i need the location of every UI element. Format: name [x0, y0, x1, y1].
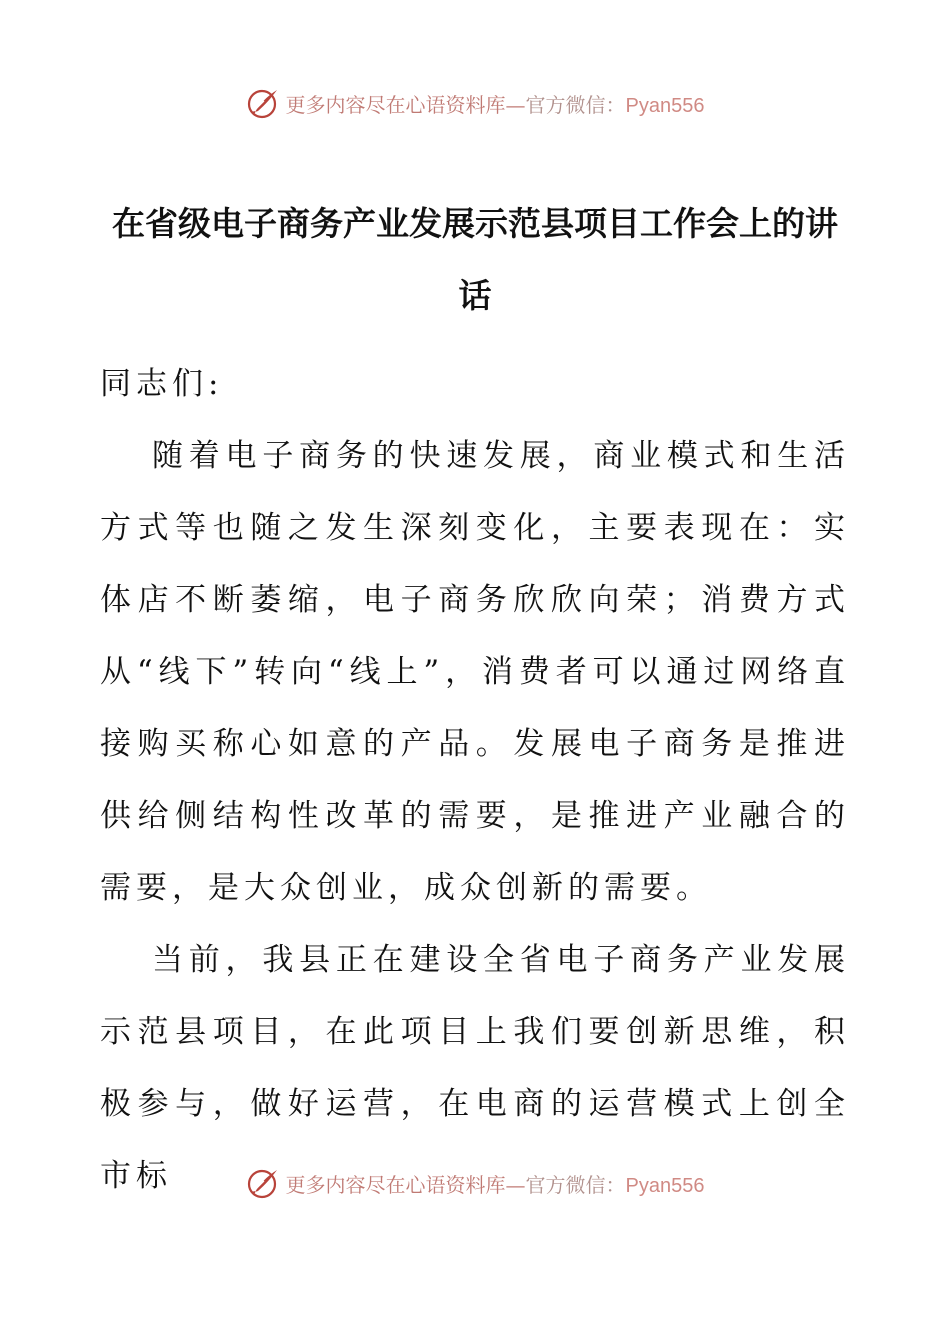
watermark-wechat-id: Pyan556 [625, 1174, 705, 1197]
watermark-header [0, 83, 950, 123]
watermark-dash: — [505, 92, 526, 117]
watermark-site: 更多内容尽在心语资料库 [285, 1172, 506, 1197]
quill-logo-icon [246, 1166, 280, 1200]
paragraph-2: 当前，我县正在建设全省电子商务产业发展示范县项目，在此项目上我们要创新思维，积极参与，做好运营，在电商的运营模式上创全市标 [100, 942, 850, 1194]
watermark-site: 更多内容尽在心语资料库 [285, 92, 506, 117]
document-body [100, 348, 850, 1212]
watermark-wechat-label: 官方微信： [525, 92, 626, 117]
watermark-wechat-id: Pyan556 [625, 94, 705, 117]
watermark-text [286, 89, 705, 118]
watermark-text [286, 1169, 705, 1198]
watermark-wechat-label: 官方微信： [525, 1172, 626, 1197]
watermark-dash: — [505, 1172, 526, 1197]
watermark-footer [0, 1163, 950, 1203]
paragraph-1: 随着电子商务的快速发展，商业模式和生活方式等也随之发生深刻变化，主要表现在：实体店不断萎缩，电子商务欣欣向荣；消费方式从“线下”转向“线上”，消费者可以通过网络直接购买称心如意的产品。发展电子商务是推进供给侧结构性改革的需要，是推进产业融合的需要，是大众创业，成众创新的需要。 [100, 438, 850, 906]
document-title: 在省级电子商务产业发展示范县项目工作会上的讲话 [112, 204, 838, 315]
quill-logo-icon [246, 86, 280, 120]
salutation: 同志们: [100, 366, 224, 402]
